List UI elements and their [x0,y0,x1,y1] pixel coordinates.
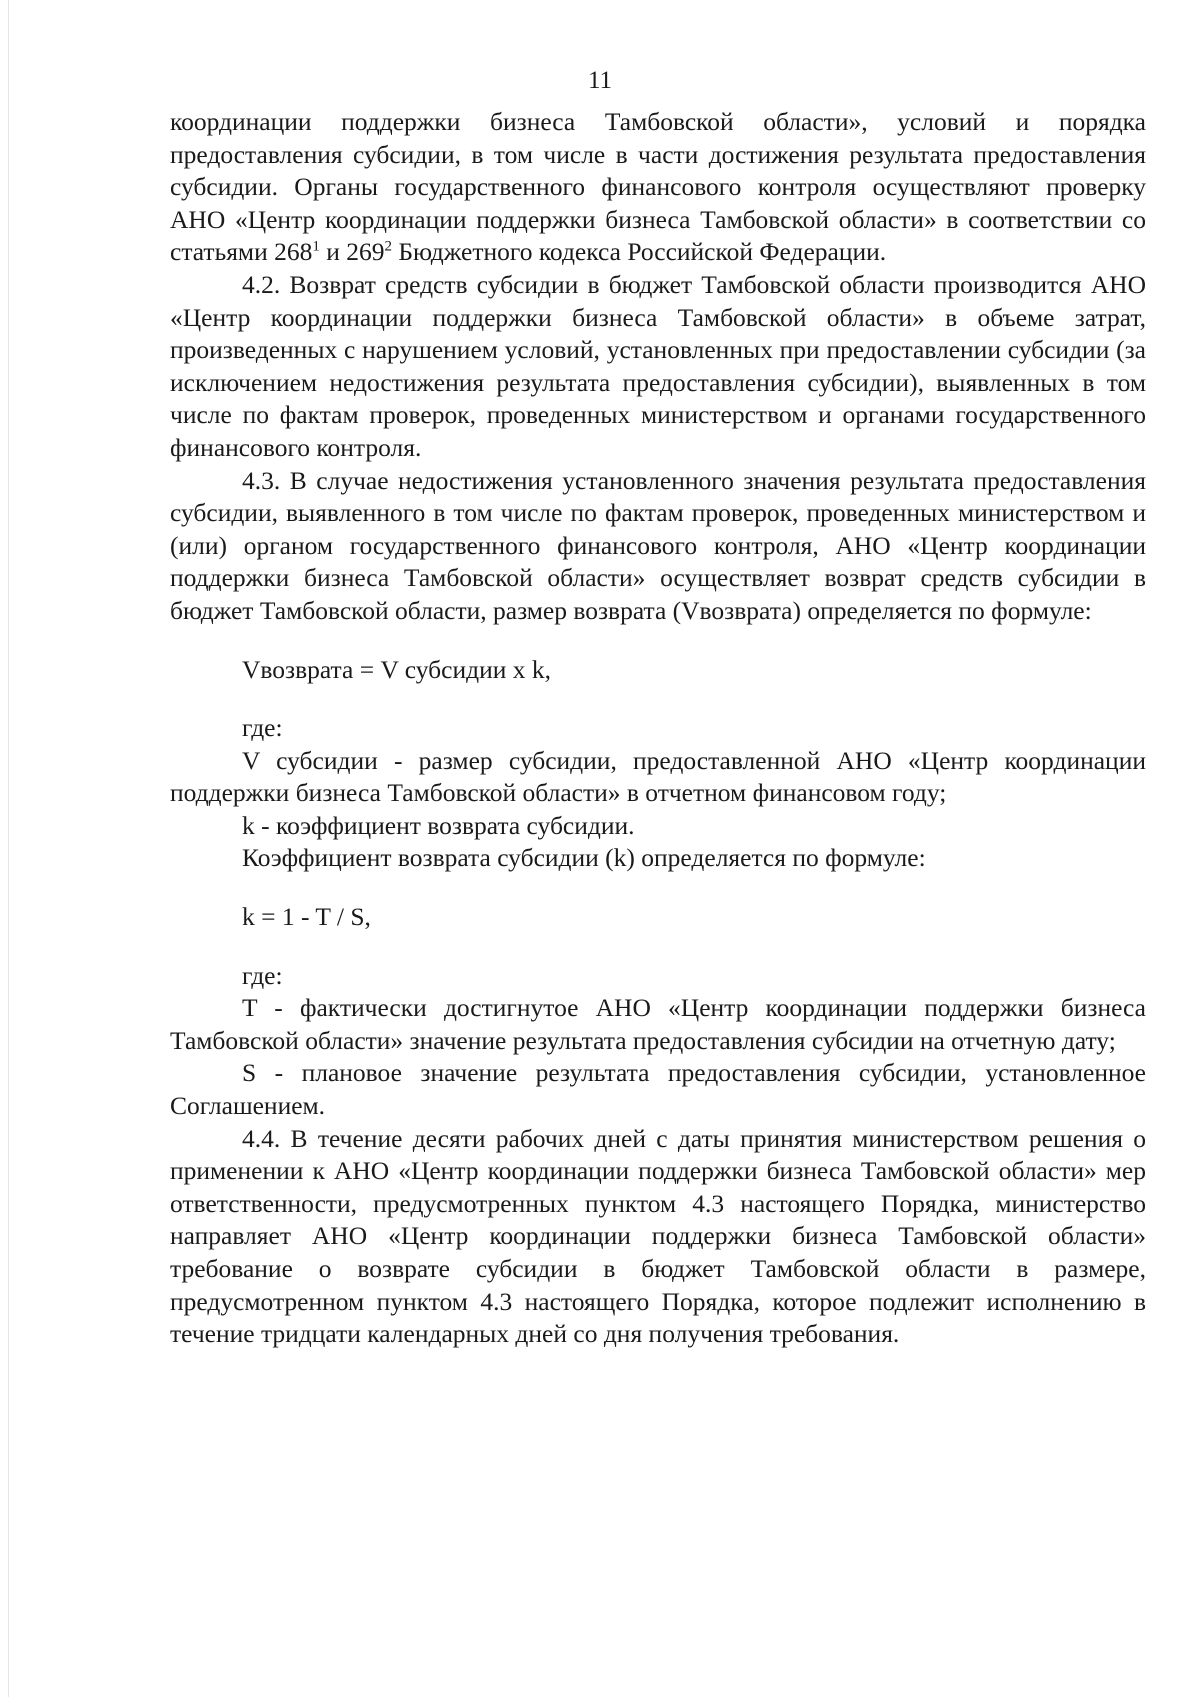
footnote-superscript: 2 [384,238,392,255]
where-label: где: [242,960,283,990]
where-label: где: [242,713,283,743]
paragraph-4-2: 4.2. Возврат средств субсидии в бюджет Тамбовской области производится АНО «Центр координации поддержки бизнеса Тамбовской области» в объеме затрат, произведенных с нарушением условий, установленных при предоставлении субсидии (за исключением недостижения результата предоставления субсидии), выявленных в том числе по фактам проверок, проведенных министерством и органами государственного финансового контроля. [170,269,1146,462]
formula-coefficient: k = 1 - T / S, [242,902,371,932]
paragraph-text: координации поддержки бизнеса Тамбовской области», условий и порядка предоставления субсидии, в том числе в части достижения результата предоставления субсидии. Органы государственного финансового контроля осуществляют проверку АНО «Центр координации поддержки бизнеса Тамбовской области» в соответствии со статьями 268 [170,107,1146,267]
footnote-superscript: 1 [312,238,320,255]
paragraph-continuation [170,106,1146,269]
definition-t: T - фактически достигнутое АНО «Центр координации поддержки бизнеса Тамбовской области» значение результата предоставления субсидии на отчетную дату; [170,993,1146,1055]
paragraph-4-4: 4.4. В течение десяти рабочих дней с даты принятия министерством решения о применении к АНО «Центр координации поддержки бизнеса Тамбовской области» мер ответственности, предусмотренных пунктом 4.3 настоящего Порядка, министерство направляет АНО «Центр координации поддержки бизнеса Тамбовской области» требование о возврате субсидии в бюджет Тамбовской области в размере, предусмотренном пунктом 4.3 настоящего Порядка, которое подлежит исполнению в течение тридцати календарных дней со дня получения требования. [170,1123,1146,1349]
page-number: 11 [587,67,613,94]
definition-k: k - коэффициент возврата субсидии. [242,810,635,840]
definition-v-subsidy: V субсидии - размер субсидии, предоставленной АНО «Центр координации поддержки бизнеса Тамбовской области» в отчетном финансовом году; [170,745,1146,808]
paragraph-4-3: 4.3. В случае недостижения установленного значения результата предоставления субсидии, выявленного в том числе по фактам проверок, проведенных министерством и (или) органом государственного финансового контроля, АНО «Центр координации поддержки бизнеса Тамбовской области» осуществляет возврат средств субсидии в бюджет Тамбовской области, размер возврата (Vвозврата) определяется по формуле: [170,465,1146,625]
definition-s: S - плановое значение результата предоставления субсидии, установленное Соглашением. [170,1058,1146,1121]
paragraph-text: Бюджетного кодекса Российской Федерации. [392,237,887,267]
k-formula-intro: Коэффициент возврата субсидии (k) определяется по формуле: [242,843,926,873]
paragraph-text: и 269 [319,237,385,267]
scan-edge [8,0,9,1697]
document-body [170,106,1146,1351]
formula-return-volume: Vвозврата = V субсидии x k, [242,654,552,684]
